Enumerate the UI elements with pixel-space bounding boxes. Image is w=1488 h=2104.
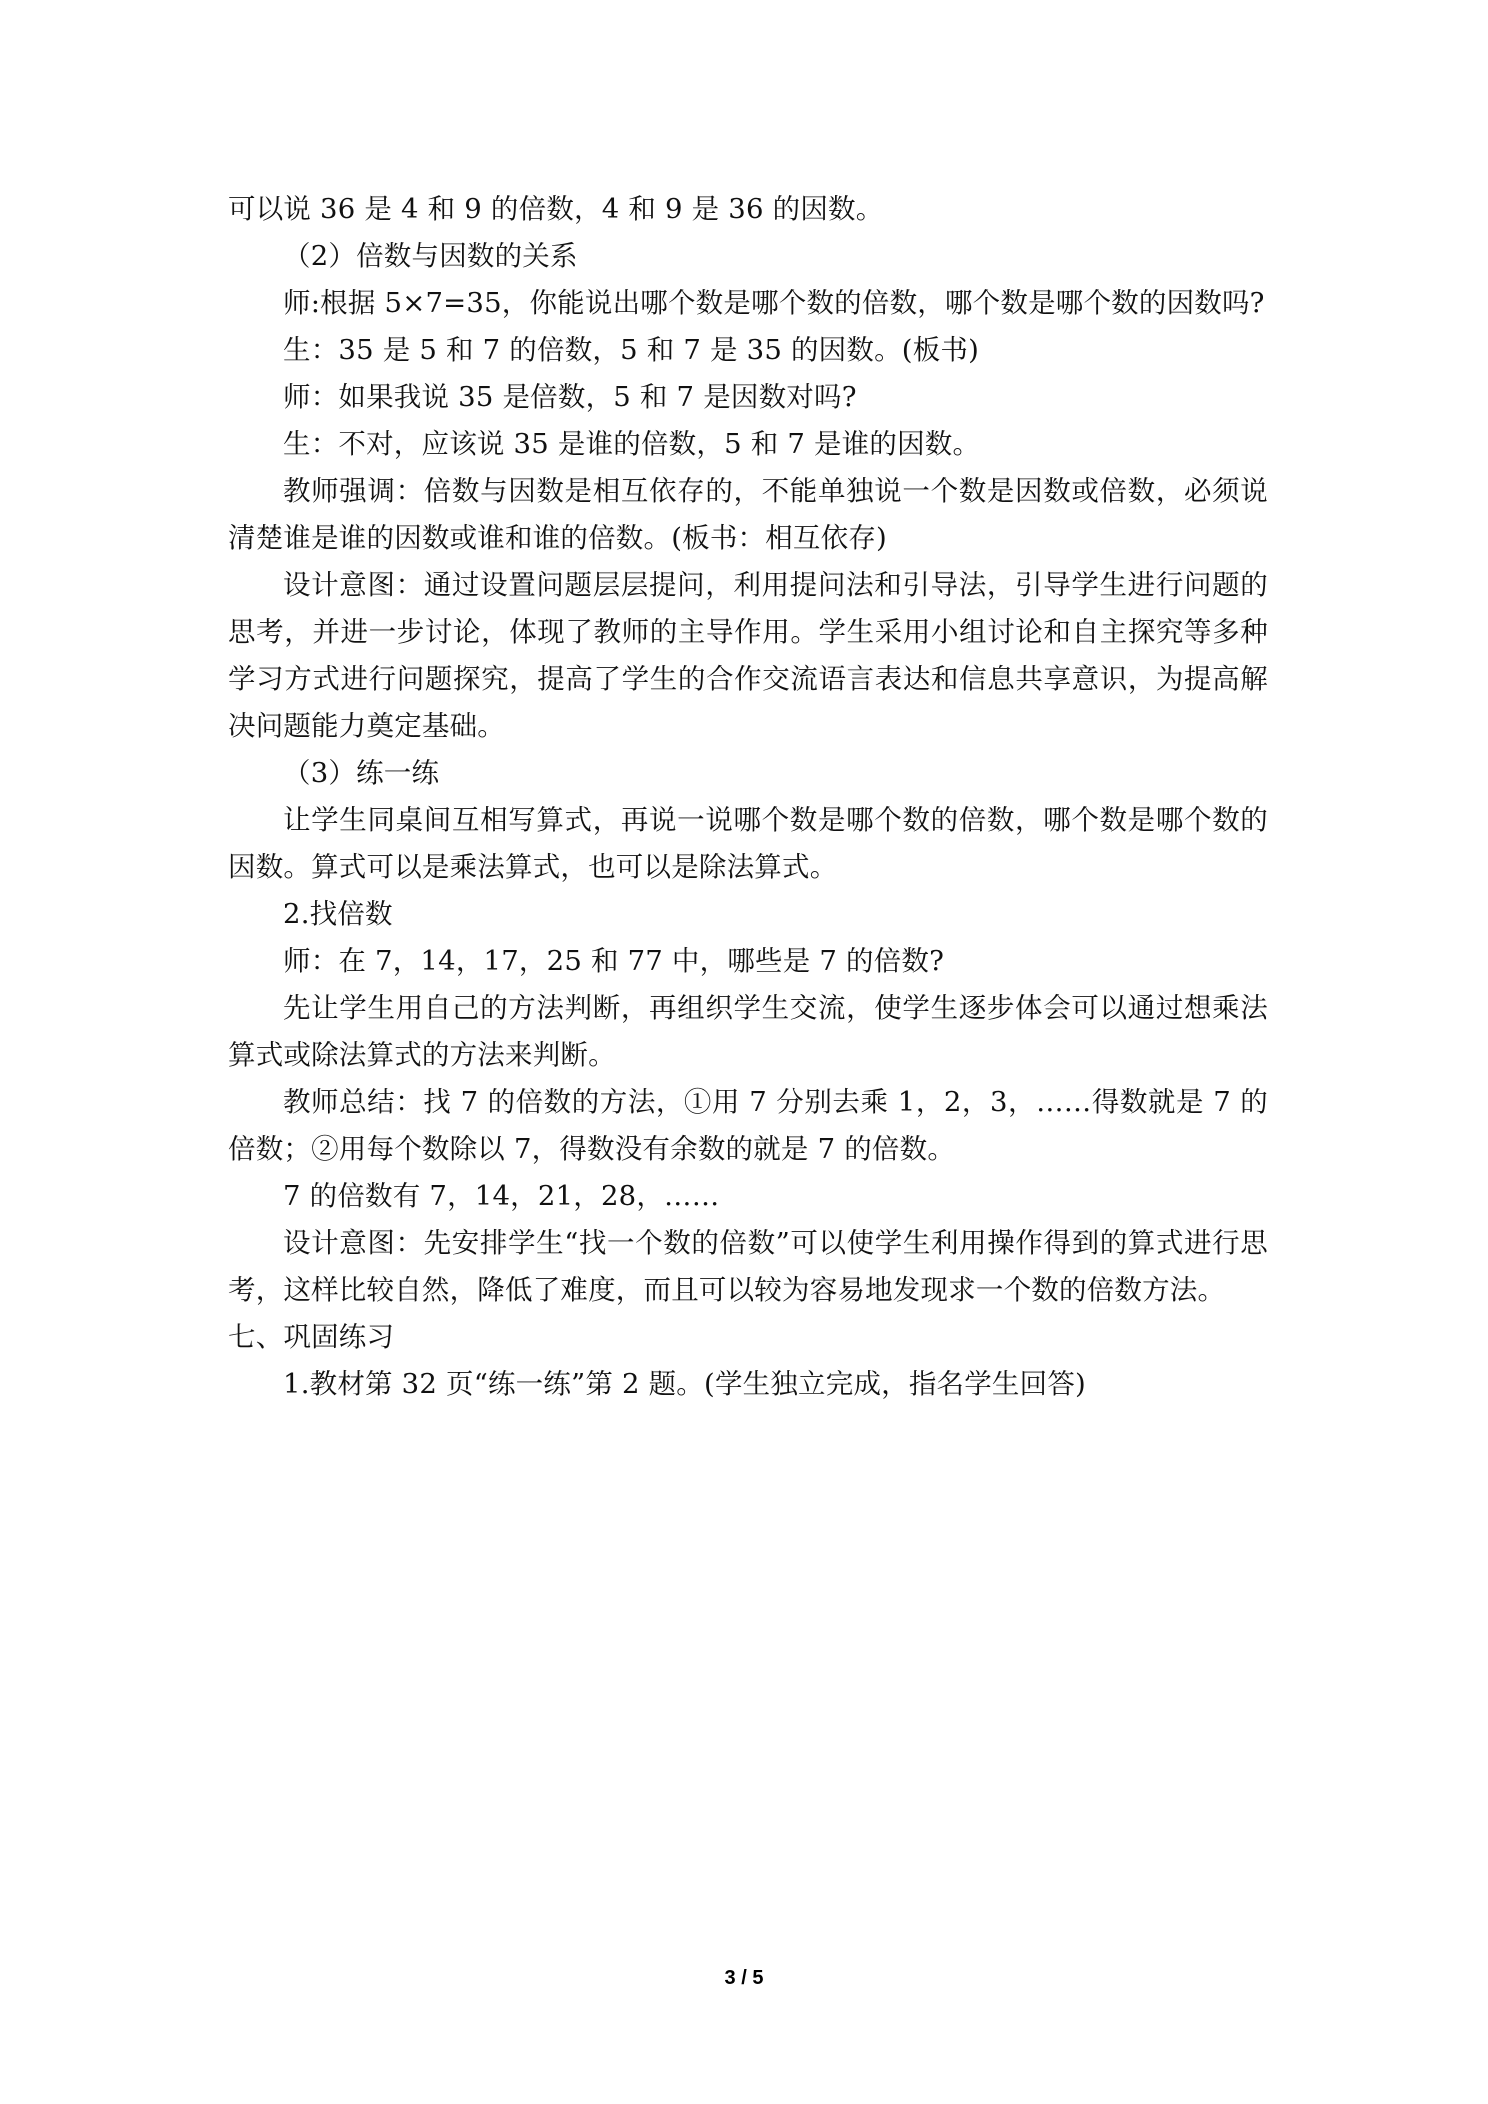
paragraph-design-intent-1: 设计意图：通过设置问题层层提问，利用提问法和引导法，引导学生进行问题的思考，并进一步讨论，体现了教师的主导作用。学生采用小组讨论和自主探究等多种学习方式进行问题探究，提高了学生的合作交流语言表达和信息共享意识，为提高解决问题能力奠定基础。	[228, 569, 1268, 742]
subheading-find-multiples: 2.找倍数	[283, 898, 393, 930]
paragraph-exercise-1: 1.教材第 32 页“练一练”第 2 题。(学生独立完成，指名学生回答)	[283, 1368, 1086, 1400]
paragraph-continuation: 可以说 36 是 4 和 9 的倍数，4 和 9 是 36 的因数。	[228, 193, 884, 225]
subheading-practice: （3）练一练	[283, 757, 440, 789]
paragraph-teacher-emphasis: 教师强调：倍数与因数是相互依存的，不能单独说一个数是因数或倍数，必须说清楚谁是谁的因数或谁和谁的倍数。(板书：相互依存)	[228, 475, 1268, 554]
paragraph-design-intent-2: 设计意图：先安排学生“找一个数的倍数”可以使学生利用操作得到的算式进行思考，这样比较自然，降低了难度，而且可以较为容易地发现求一个数的倍数方法。	[228, 1227, 1268, 1306]
paragraph-student-correction: 生：不对，应该说 35 是谁的倍数，5 和 7 是谁的因数。	[283, 428, 981, 460]
paragraph-teacher-followup: 师：如果我说 35 是倍数，5 和 7 是因数对吗?	[283, 381, 857, 413]
paragraph-teacher-question: 师:根据 5×7=35，你能说出哪个数是哪个数的倍数，哪个数是哪个数的因数吗?	[283, 287, 1265, 319]
paragraph-student-answer: 生：35 是 5 和 7 的倍数，5 和 7 是 35 的因数。(板书)	[283, 334, 980, 366]
paragraph-practice-instructions: 让学生同桌间互相写算式，再说一说哪个数是哪个数的倍数，哪个数是哪个数的因数。算式可以是乘法算式，也可以是除法算式。	[228, 804, 1268, 883]
paragraph-multiples-of-seven: 7 的倍数有 7，14，21，28，……	[283, 1180, 720, 1212]
section-heading-consolidation: 七、巩固练习	[228, 1321, 395, 1353]
subheading-relationship: （2）倍数与因数的关系	[283, 240, 578, 272]
paragraph-method-exploration: 先让学生用自己的方法判断，再组织学生交流，使学生逐步体会可以通过想乘法算式或除法算式的方法来判断。	[228, 992, 1268, 1071]
page-number: 3 / 5	[724, 1967, 764, 1989]
paragraph-teacher-summary: 教师总结：找 7 的倍数的方法，①用 7 分别去乘 1，2，3，……得数就是 7 的倍数；②用每个数除以 7，得数没有余数的就是 7 的倍数。	[228, 1086, 1268, 1165]
paragraph-teacher-find-question: 师：在 7，14，17，25 和 77 中，哪些是 7 的倍数?	[283, 945, 945, 977]
document-body	[228, 186, 1268, 1408]
